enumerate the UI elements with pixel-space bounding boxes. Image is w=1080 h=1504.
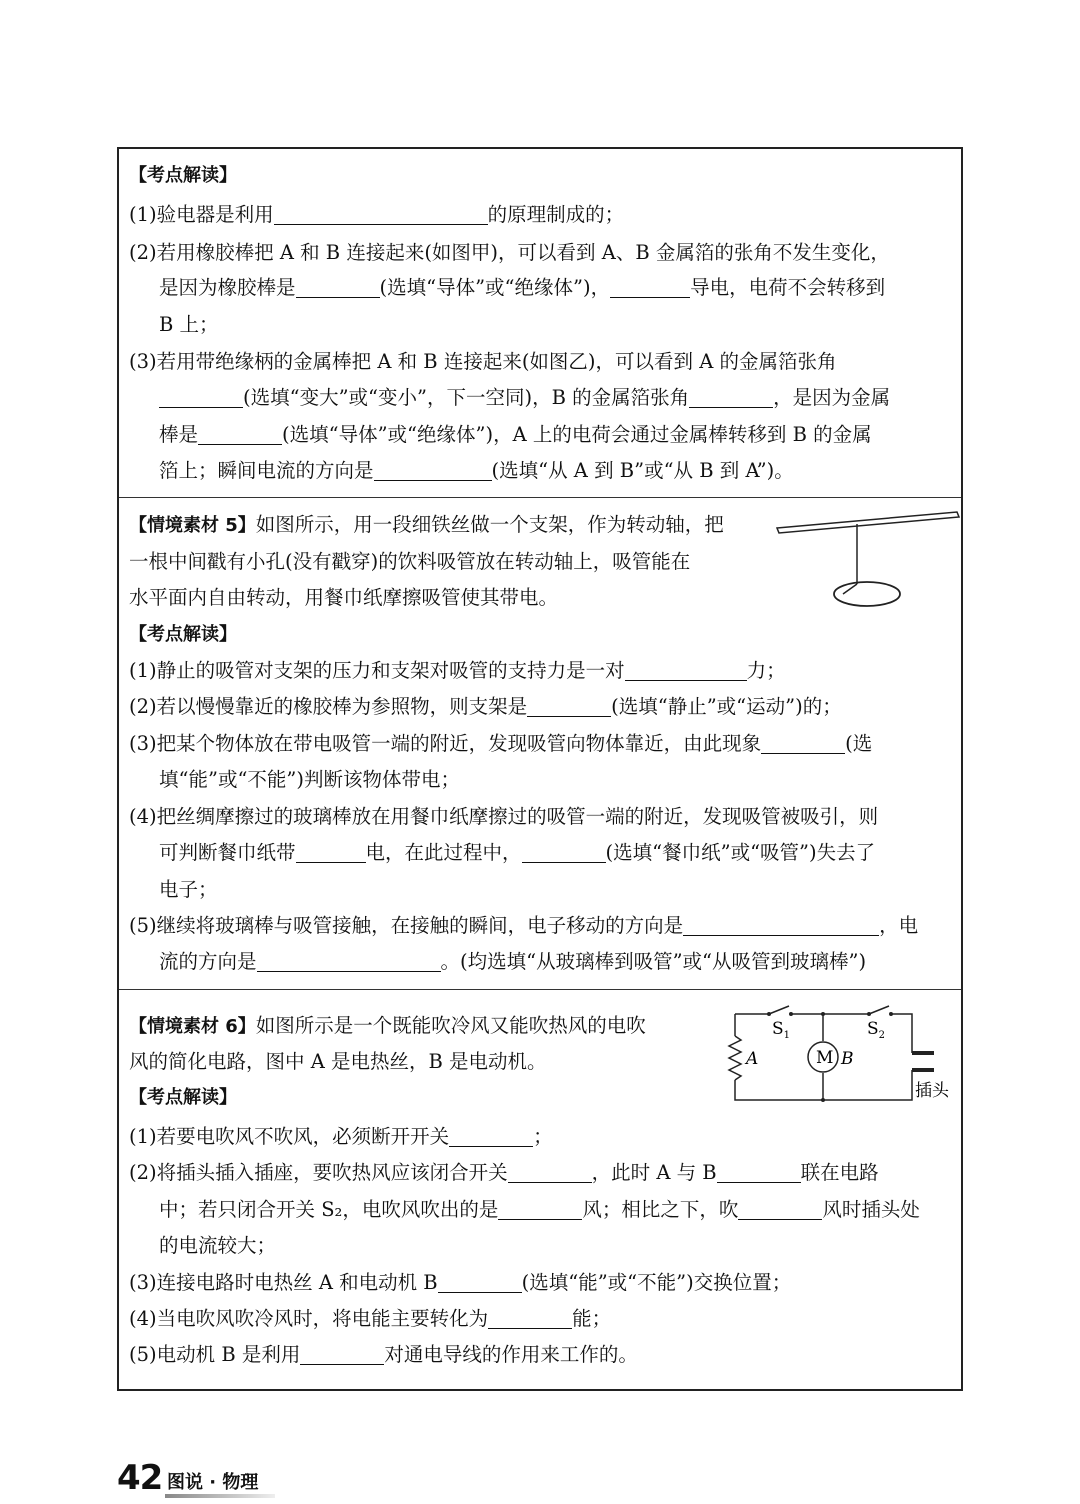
question-text: 电，在此过程中， [365,841,522,864]
question-text: (选填“导体”或“绝缘体”)， [379,276,611,299]
s2-label: $S_2$ [867,1019,886,1041]
question-4-line-3: 电子； [159,878,218,901]
answer-blank[interactable] [761,731,845,754]
question-3-line-2 [159,385,951,411]
question-text: (选填“静止”或“运动”)的； [611,695,842,718]
question-text: (选填“餐巾纸”或“吸管”)失去了 [605,841,876,864]
question-text: (2)将插头插入插座，要吹热风应该闭合开关 [129,1161,508,1184]
section-electroscope [119,149,961,498]
question-2 [129,694,951,720]
question-4-line-2 [159,840,951,866]
question-text: ，此时 A 与 B [591,1161,717,1184]
question-text: 导电，电荷不会转移到 [690,276,886,299]
question-text: (1)验电器是利用 [129,203,274,226]
question-text: 风；相比之下，吹 [582,1198,739,1221]
question-text: (选填“从 A 到 B”或“从 B 到 A”)。 [491,459,794,482]
question-text: (选 [845,732,873,755]
question-text: (选填“能”或“不能”)交换位置； [521,1271,792,1294]
question-text: (选填“变大”或“变小”，下一空同)，B 的金属箔张角 [243,386,690,409]
answer-blank[interactable] [527,694,611,717]
question-2-line-1: (2)若用橡胶棒把 A 和 B 连接起来(如图甲)，可以看到 A、B 金属箔的张角不发生变化， [129,241,890,264]
intro-text: 如图所示，用一段细铁丝做一个支架，作为转动轴，把 [255,513,724,536]
answer-blank[interactable] [374,458,492,481]
question-text: 的原理制成的； [487,203,625,226]
question-3-line-1 [129,731,951,757]
answer-blank[interactable] [296,840,366,863]
answer-blank[interactable] [683,913,879,936]
question-text: ，电 [879,914,919,937]
question-3-line-1: (3)若用带绝缘柄的金属棒把 A 和 B 连接起来(如图乙)，可以看到 A 的金属箔张角 [129,350,837,373]
question-text: 流的方向是 [159,950,257,973]
answer-blank[interactable] [300,1342,384,1365]
question-text: (1)静止的吸管对支架的压力和支架对吸管的支持力是一对 [129,659,625,682]
plug-label: 插头 [915,1081,949,1101]
m-label: M [816,1048,834,1068]
question-text: 箔上；瞬间电流的方向是 [159,459,374,482]
answer-blank[interactable] [296,275,380,298]
question-5-line-1 [129,913,951,939]
content-frame [117,147,963,1391]
question-2-line-2 [159,1197,951,1223]
question-text: (3)把某个物体放在带电吸管一端的附近，发现吸管向物体靠近，由此现象 [129,732,762,755]
question-text: (选填“导体”或“绝缘体”)，A 上的电荷会通过金属棒转移到 B 的金属 [282,423,872,446]
question-1 [129,658,951,684]
material-title: 【情境素材 6】 [129,1016,256,1037]
question-3-line-4 [159,458,951,484]
answer-blank[interactable] [488,1306,572,1329]
book-title: 图说 · 物理 [167,1472,259,1493]
section-material-5 [119,498,961,990]
answer-blank[interactable] [498,1197,582,1220]
a-label: A [746,1049,759,1069]
switch-s1 [769,1006,789,1014]
section-heading: 【考点解读】 [129,624,237,645]
answer-blank[interactable] [508,1160,592,1183]
question-text: ，是因为金属 [773,386,891,409]
question-1 [129,1124,951,1150]
question-text: (2)若以慢慢靠近的橡胶棒为参照物，则支架是 [129,695,528,718]
material-6-intro-line-2: 风的简化电路，图中 A 是电热丝，B 是电动机。 [129,1050,547,1073]
footer-decoration [165,1494,275,1498]
straw-pivot-figure [771,508,961,618]
question-text: 可判断餐巾纸带 [159,841,296,864]
answer-blank[interactable] [159,385,243,408]
question-5-line-2 [159,949,951,975]
question-text: 。(均选填“从玻璃棒到吸管”或“从吸管到玻璃棒”) [440,950,867,973]
answer-blank[interactable] [610,275,690,298]
material-5-intro-line-2: 一根中间戳有小孔(没有戳穿)的饮料吸管放在转动轴上，吸管能在 [129,550,691,573]
heating-wire-a [729,1036,741,1080]
answer-blank[interactable] [449,1124,533,1147]
section-material-6 [119,990,961,1389]
question-5 [129,1342,951,1368]
b-label: B [841,1049,854,1069]
question-text: 棒是 [159,423,199,446]
question-text: 对通电导线的作用来工作的。 [384,1343,638,1366]
question-4-line-1: (4)把丝绸摩擦过的玻璃棒放在用餐巾纸摩擦过的吸管一端的附近，发现吸管被吸引，则 [129,805,879,828]
question-3-line-2: 填“能”或“不能”)判断该物体带电； [159,768,460,791]
question-1 [129,202,951,228]
section-heading: 【考点解读】 [129,1087,237,1108]
question-text: 联在电路 [800,1161,879,1184]
s1-label: $S_1$ [772,1019,791,1041]
answer-blank[interactable] [198,422,282,445]
question-text: ； [533,1125,553,1148]
question-2-line-2 [159,275,951,301]
question-text: 是因为橡胶棒是 [159,276,296,299]
question-4 [129,1306,951,1332]
section-heading: 【考点解读】 [129,165,237,186]
question-text: 中；若只闭合开关 S₂，电吹风吹出的是 [159,1198,499,1221]
answer-blank[interactable] [522,840,606,863]
answer-blank[interactable] [257,949,441,972]
switch-s2 [869,1006,889,1014]
question-text: 风时插头处 [822,1198,920,1221]
question-text: (3)连接电路时电热丝 A 和电动机 B [129,1271,438,1294]
question-text: 力； [746,659,786,682]
question-text: 能； [572,1307,612,1330]
question-3 [129,1270,951,1296]
page-number: 42 [117,1458,163,1498]
answer-blank[interactable] [274,202,488,225]
answer-blank[interactable] [438,1270,522,1293]
question-3-line-3 [159,422,951,448]
answer-blank[interactable] [689,385,773,408]
question-2-line-3: 的电流较大； [159,1234,277,1257]
answer-blank[interactable] [625,658,747,681]
question-text: (1)若要电吹风不吹风，必须断开开关 [129,1125,450,1148]
material-5-intro-line-3: 水平面内自由转动，用餐巾纸摩擦吸管使其带电。 [129,586,559,609]
question-text: (4)当电吹风吹冷风时，将电能主要转化为 [129,1307,489,1330]
question-text: (5)电动机 B 是利用 [129,1343,301,1366]
question-2-line-1 [129,1160,951,1186]
question-2-line-3: B 上； [159,313,219,336]
question-text: (5)继续将玻璃棒与吸管接触，在接触的瞬间，电子移动的方向是 [129,914,684,937]
intro-text: 如图所示是一个既能吹冷风又能吹热风的电吹 [255,1014,646,1037]
material-title: 【情境素材 5】 [129,515,256,536]
answer-blank[interactable] [717,1160,801,1183]
answer-blank[interactable] [738,1197,822,1220]
